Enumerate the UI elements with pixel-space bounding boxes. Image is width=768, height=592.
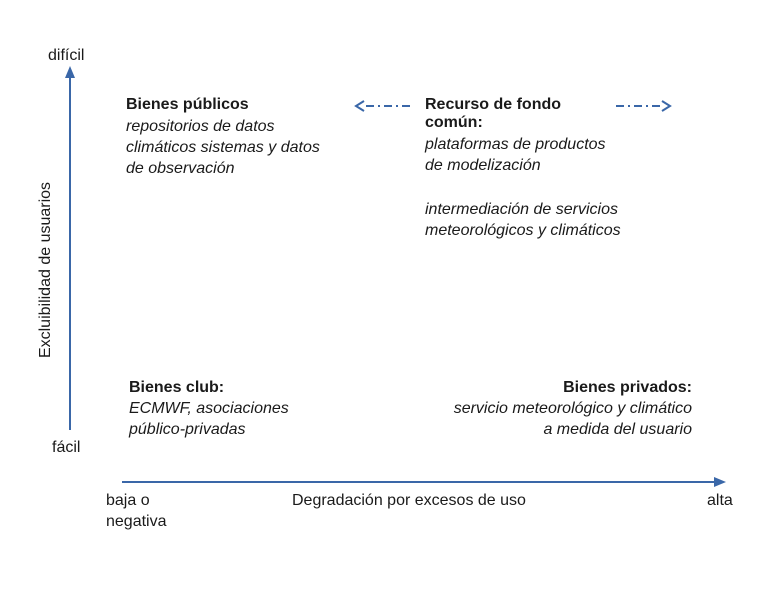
common-pool-title-2: común:: [425, 114, 483, 131]
y-axis-arrowhead: [65, 66, 75, 78]
club-goods-line-2: público-privadas: [129, 421, 246, 438]
private-goods-title: Bienes privados:: [563, 379, 692, 396]
x-axis-title: Degradación por excesos de uso: [292, 492, 526, 509]
common-pool-line-2: de modelización: [425, 157, 541, 174]
common-pool-line-1: plataformas de productos: [425, 136, 606, 153]
x-axis-arrowhead: [714, 477, 726, 487]
dashed-arrow-right-head: [662, 101, 670, 111]
x-axis-left-label-2: negativa: [106, 513, 167, 530]
common-pool-line-3: intermediación de servicios: [425, 201, 618, 218]
y-axis-bottom-label: fácil: [52, 439, 81, 456]
x-axis-left-label-1: baja o: [106, 492, 150, 509]
public-goods-title: Bienes públicos: [126, 96, 249, 113]
private-goods-line-1: servicio meteorológico y climático: [453, 400, 692, 417]
private-goods-line-2: a medida del usuario: [543, 421, 692, 438]
club-goods-title: Bienes club:: [129, 379, 225, 396]
common-pool-line-4: meteorológicos y climáticos: [425, 222, 621, 239]
y-axis-title: Excluibilidad de usuarios: [37, 181, 54, 359]
public-goods-line-3: de observación: [126, 160, 235, 177]
common-pool-title-1: Recurso de fondo: [425, 96, 562, 113]
y-axis-top-label: difícil: [48, 47, 85, 64]
public-goods-line-1: repositorios de datos: [126, 118, 275, 135]
club-goods-line-1: ECMWF, asociaciones: [129, 400, 289, 417]
public-goods-line-2: climáticos sistemas y datos: [126, 139, 320, 156]
x-axis-right-label: alta: [707, 492, 733, 509]
dashed-arrow-left-head: [356, 101, 364, 111]
